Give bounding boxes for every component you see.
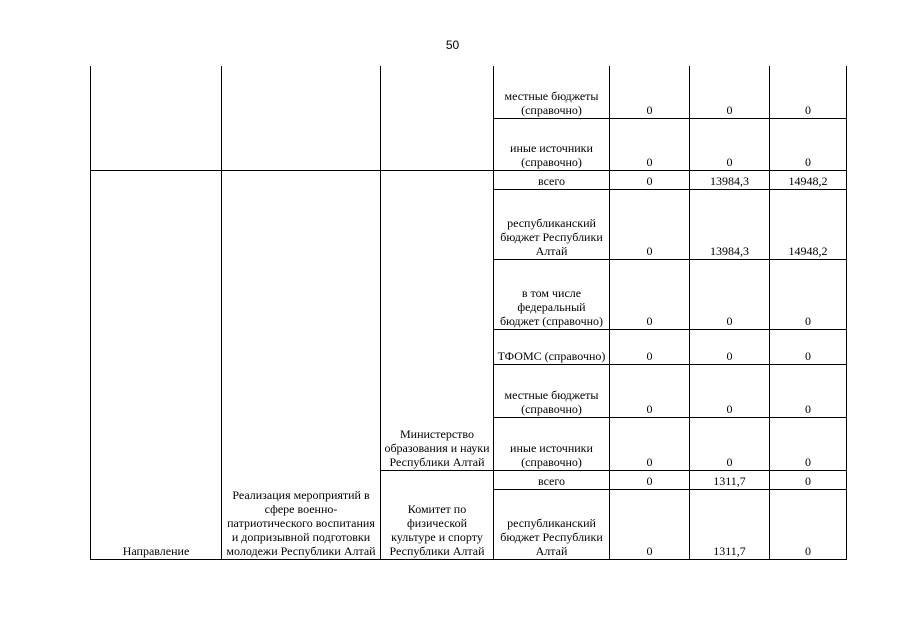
funding-source-cell: местные бюджеты (справочно): [494, 364, 610, 417]
value-cell: 14948,2: [770, 189, 847, 259]
value-cell: 0: [770, 259, 847, 329]
direction-cell: Направление: [91, 170, 222, 559]
value-cell: 0: [610, 118, 690, 170]
funding-source-cell: ТФОМС (справочно): [494, 329, 610, 364]
funding-source-cell: республиканский бюджет Республики Алтай: [494, 489, 610, 559]
value-cell: 0: [610, 189, 690, 259]
value-cell: 14948,2: [770, 170, 847, 189]
value-cell: 0: [610, 364, 690, 417]
value-cell: 0: [770, 329, 847, 364]
value-cell: 0: [690, 118, 770, 170]
value-cell: 13984,3: [690, 189, 770, 259]
executor-cell: Министерство образования и науки Республики Алтай: [381, 170, 494, 470]
table-row: [91, 66, 847, 118]
value-cell: 13984,3: [690, 170, 770, 189]
value-cell: 0: [690, 259, 770, 329]
value-cell: 0: [610, 66, 690, 118]
value-cell: 0: [690, 329, 770, 364]
value-cell: 0: [610, 489, 690, 559]
value-cell: 0: [770, 66, 847, 118]
value-cell: 0: [770, 489, 847, 559]
value-cell: 0: [690, 364, 770, 417]
value-cell: 0: [610, 259, 690, 329]
value-cell: 0: [610, 417, 690, 470]
executor-cell: Комитет по физической культуре и спорту Республики Алтай: [381, 470, 494, 559]
activity-cell-prev: [222, 66, 381, 170]
value-cell: 0: [770, 417, 847, 470]
value-cell: 0: [770, 364, 847, 417]
funding-source-cell: иные источники (справочно): [494, 417, 610, 470]
funding-source-cell: в том числе федеральный бюджет (справочно): [494, 259, 610, 329]
value-cell: 0: [610, 470, 690, 489]
funding-source-cell: всего: [494, 470, 610, 489]
funding-source-cell: местные бюджеты (справочно): [494, 66, 610, 118]
value-cell: 0: [610, 170, 690, 189]
direction-cell-prev: [91, 66, 222, 170]
value-cell: 1311,7: [690, 489, 770, 559]
value-cell: 1311,7: [690, 470, 770, 489]
activity-cell: Реализация мероприятий в сфере военно-патриотического воспитания и допризывной подготовки молодежи Республики Алтай: [222, 170, 381, 559]
value-cell: 0: [770, 470, 847, 489]
page-number: 50: [445, 38, 460, 52]
funding-source-cell: республиканский бюджет Республики Алтай: [494, 189, 610, 259]
value-cell: 0: [770, 118, 847, 170]
funding-source-cell: всего: [494, 170, 610, 189]
table-row: [91, 170, 847, 189]
value-cell: 0: [690, 417, 770, 470]
funding-source-cell: иные источники (справочно): [494, 118, 610, 170]
value-cell: 0: [610, 329, 690, 364]
budget-table: [90, 66, 847, 560]
executor-cell-prev: [381, 66, 494, 170]
value-cell: 0: [690, 66, 770, 118]
